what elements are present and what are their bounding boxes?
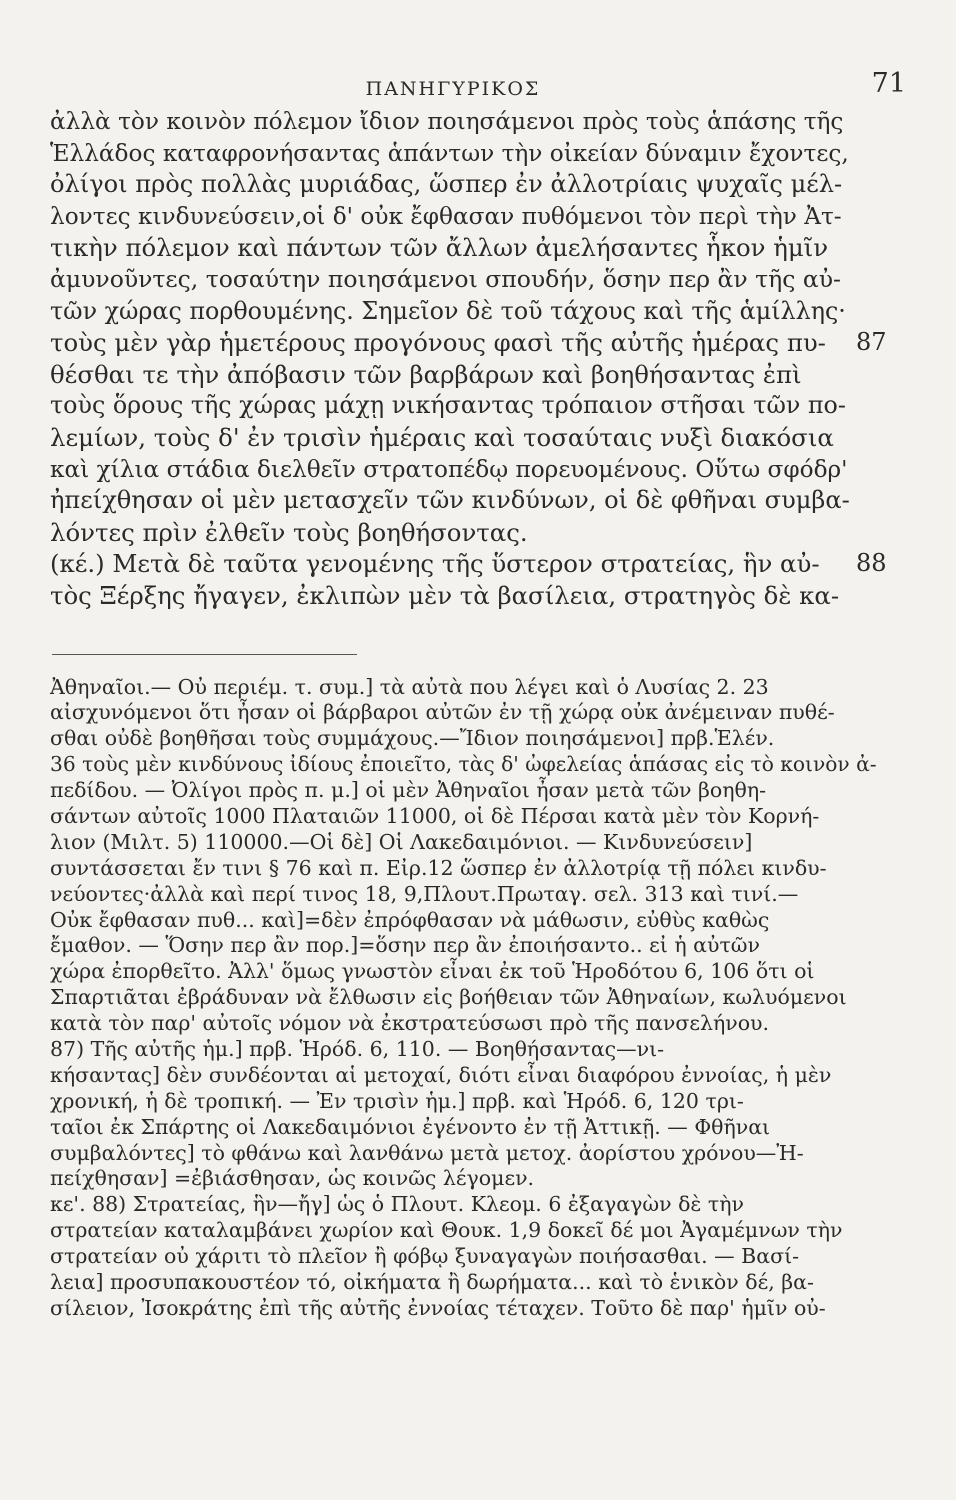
text-line: τὸς Ξέρξης ἤγαγεν, ἐκλιπὼν μὲν τὰ βασίλεια, στρατηγὸς δὲ κα- — [50, 580, 840, 610]
note-line: πεδίδου. — Ὀλίγοι πρὸς π. μ.] οἱ μὲν Ἀθηναῖοι ἦσαν μετὰ τῶν βοηθη- — [50, 778, 767, 803]
note-line: κατὰ τὸν παρ' αὐτοῖς νόμον νὰ ἐκστρατεύσωσι πρὸ τῆς πανσελήνου. — [50, 1011, 770, 1036]
commentary-notes — [50, 674, 877, 1322]
note-line: κε'. 88) Στρατείας, ἣν—ἤγ] ὡς ὁ Πλουτ. Κλεομ. 6 ἐξαγαγὼν δὲ τὴν — [50, 1192, 745, 1217]
note-line: χρονική, ἡ δὲ τροπική. — Ἐν τρισὶν ἡμ.] πρβ. καὶ Ἡρόδ. 6, 120 τρι- — [50, 1088, 744, 1113]
running-head: ΠΑΝΗΓΥΡΙΚΟΣ — [365, 78, 541, 100]
note-line: συμβαλόντες] τὸ φθάνω καὶ λανθάνω μετὰ μετοχ. ἀορίστου χρόνου—Ἠ- — [50, 1140, 804, 1165]
main-text — [50, 106, 887, 612]
note-line: 87) Τῆς αὐτῆς ἡμ.] πρβ. Ἡρόδ. 6, 110. — Βοηθήσαντας—νι- — [50, 1036, 665, 1061]
page-header — [50, 58, 906, 106]
note-line: Οὐκ ἔφθασαν πυθ... καὶ]=δὲν ἐπρόφθασαν νὰ μάθωσιν, εὐθὺς καθὼς — [50, 907, 770, 932]
note-line: 36 τοὺς μὲν κινδύνους ἰδίους ἐποιεῖτο, τὰς δ' ὠφελείας ἁπάσας εἰς τὸ κοινὸν ἀ- — [50, 752, 877, 777]
text-line: καὶ χίλια στάδια διελθεῖν στρατοπέδῳ πορευομένους. Οὕτω σφόδρ' — [50, 455, 848, 483]
note-line: λιον (Μιλτ. 5) 110000.—Οἱ δὲ] Οἱ Λακεδαιμόνιοι. — Κινδυνεύσειν] — [50, 829, 753, 854]
text-line: τῶν χώρας πορθουμένης. Σημεῖον δὲ τοῦ τάχους καὶ τῆς ἁμίλλης· — [50, 296, 846, 325]
text-line: τοὺς ὅρους τῆς χώρας μάχῃ νικήσαντας τρόπαιον στῆσαι τῶν πο- — [50, 391, 846, 420]
note-line: Σπαρτιᾶται ἐβράδυναν νὰ ἔλθωσιν εἰς βοήθειαν τῶν Ἀθηναίων, κωλυόμενοι — [50, 985, 847, 1010]
note-line: αἰσχυνόμενοι ὅτι ἦσαν οἱ βάρβαροι αὐτῶν ἐν τῇ χώρᾳ οὐκ ἀνέμειναν πυθέ- — [50, 700, 835, 725]
note-line: πείχθησαν] =ἐβιάσθησαν, ὡς κοινῶς λέγομεν. — [50, 1166, 535, 1191]
note-line: συντάσσεται ἔν τινι § 76 καὶ π. Εἰρ.12 ὥσπερ ἐν ἀλλοτρίᾳ τῇ πόλει κινδυ- — [50, 855, 827, 880]
text-line-row — [50, 548, 887, 580]
note-line: στρατείαν οὐ χάριτι τὸ πλεῖον ἢ φόβῳ ξυναγαγὼν ποιήσασθαι. — Βασί- — [50, 1244, 800, 1269]
text-line: ὀλίγοι πρὸς πολλὰς μυριάδας, ὥσπερ ἐν ἀλλοτρίαις ψυχαῖς μέλ- — [50, 170, 843, 199]
note-line: σθαι οὐδὲ βοηθῆσαι τοὺς συμμάχους.—Ἴδιον ποιησάμενοι] πρβ.Ἑλέν. — [50, 726, 775, 751]
text-line: λεμίων, τοὺς δ' ἐν τρισὶν ἡμέραις καὶ τοσαύταις νυξὶ διακόσια — [50, 422, 834, 452]
text-line-row — [50, 327, 887, 359]
margin-section-number: 88 — [856, 549, 887, 578]
text-line: ἀλλὰ τὸν κοινὸν πόλεμον ἴδιον ποιησάμενοι πρὸς τοὺς ἁπάσης τῆς — [50, 108, 844, 135]
note-line: ταῖοι ἐκ Σπάρτης οἱ Λακεδαιμόνιοι ἐγένοντο ἐν τῇ Ἀττικῇ. — Φθῆναι — [50, 1114, 771, 1139]
text-line: ἠπείχθησαν οἱ μὲν μετασχεῖν τῶν κινδύνων, οἱ δὲ φθῆναι συμβα- — [50, 486, 850, 515]
text-line: (κέ.) Μετὰ δὲ ταῦτα γενομένης τῆς ὕστερον στρατείας, ἣν αὐ- — [50, 549, 820, 579]
note-line: λεια] προσυπακουστέον τό, οἰκήματα ἢ δωρήματα... καὶ τὸ ἑνικὸν δέ, βα- — [50, 1269, 814, 1294]
note-line: χώρα ἐπορθεῖτο. Ἀλλ' ὅμως γνωστὸν εἶναι ἐκ τοῦ Ἡροδότου 6, 106 ὅτι οἱ — [50, 959, 815, 984]
text-line: τοὺς μὲν γὰρ ἡμετέρους προγόνους φασὶ τῆς αὐτῆς ἡμέρας πυ- — [50, 328, 826, 358]
text-line: λόντες πρὶν ἐλθεῖν τοὺς βοηθήσοντας. — [50, 517, 528, 547]
note-line: σάντων αὐτοῖς 1000 Πλαταιῶν 11000, οἱ δὲ Πέρσαι κατὰ μὲν τὸν Κορνή- — [50, 803, 820, 828]
text-line: λοντες κινδυνεύσειν,οἱ δ' οὐκ ἔφθασαν πυθόμενοι τὸν περὶ τὴν Ἀτ- — [50, 202, 842, 230]
margin-section-number: 87 — [856, 328, 887, 357]
text-line: τικὴν πόλεμον καὶ πάντων τῶν ἄλλων ἀμελήσαντες ἧκον ἡμῖν — [50, 233, 829, 263]
text-line: θέσθαι τε τὴν ἀπόβασιν τῶν βαρβάρων καὶ βοηθήσαντας ἐπὶ — [50, 359, 802, 389]
page-number: 71 — [871, 68, 906, 99]
note-line: νεύοντες·ἀλλὰ καὶ περί τινος 18, 9,Πλουτ.Πρωταγ. σελ. 313 καὶ τινί.— — [50, 881, 799, 906]
note-line: ἔμαθον. — Ὅσην περ ἂν πορ.]=ὅσην περ ἂν ἐποιήσαντο.. εἰ ἡ αὐτῶν — [50, 933, 760, 958]
text-line: Ἑλλάδος καταφρονήσαντας ἁπάντων τὴν οἰκείαν δύναμιν ἔχοντες, — [50, 139, 849, 167]
note-line: Ἀθηναῖοι.— Οὐ περιέμ. τ. συμ.] τὰ αὐτὰ που λέγει καὶ ὁ Λυσίας 2. 23 — [50, 674, 769, 699]
note-line: στρατείαν καταλαμβάνει χωρίον καὶ Θουκ. 1,9 δοκεῖ δέ μοι Ἀγαμέμνων τὴν — [50, 1218, 843, 1243]
text-line: ἀμυνοῦντες, τοσαύτην ποιησάμενοι σπουδήν, ὅσην περ ἂν τῆς αὐ- — [50, 264, 841, 293]
note-line: σίλειον, Ἰσοκράτης ἐπὶ τῆς αὐτῆς ἐννοίας τέταχεν. Τοῦτο δὲ παρ' ἡμῖν οὐ- — [50, 1295, 826, 1320]
footnote-divider — [52, 654, 357, 655]
note-line: κήσαντας] δὲν συνδέονται αἱ μετοχαί, διότι εἶναι διαφόρου ἐννοίας, ἡ μὲν — [50, 1062, 832, 1087]
